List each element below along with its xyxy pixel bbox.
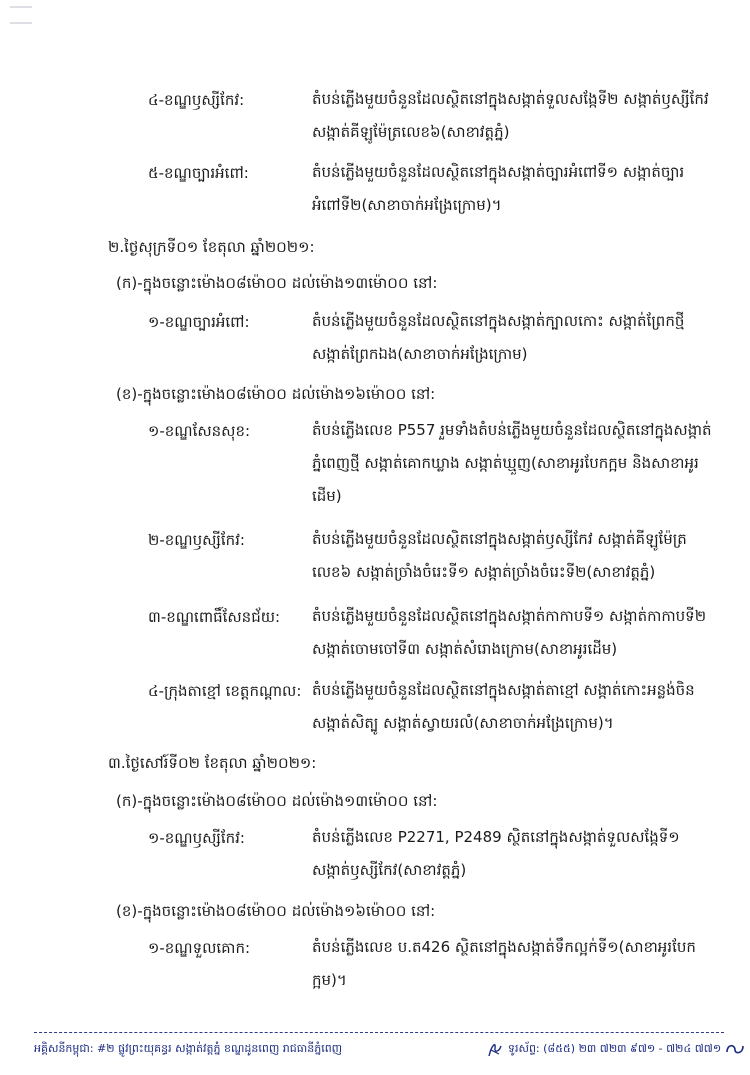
footer-address: អគ្គិសនីកម្ពុជា: #២ ផ្លូវព្រះយុគន្ធរ សង្កាត់វត្តភ្នំ ខណ្ឌដូនពេញ រាជធានីភ្នំពេញ [34,1042,343,1055]
entry-label: ១-ខណ្ឌច្បារអំពៅ: [148,313,250,331]
time-slot-heading: (ខ)-ក្នុងចន្លោះម៉ោង០៨ម៉ោ០០ ដល់ម៉ោង១៦ម៉ោ០០ នៅ: [116,902,436,920]
entry-label: ៤-ក្រុងតាខ្មៅ ខេត្តកណ្ដាល: [148,682,302,700]
time-slot-heading: (ក)-ក្នុងចន្លោះម៉ោង០៨ម៉ោ០០ ដល់ម៉ោង១៣ម៉ោ០០ នៅ: [116,792,438,810]
entry-label: ៤-ខណ្ឌឫស្សីកែវ: [148,91,245,109]
footer-phone: ទូរស័ព្ទ: (៨៥៥) ២៣ ៧២៣ ៩៧១ - ៧២៤ ៧៧១ [508,1042,722,1055]
entry-description: តំបន់ភ្លើងមួយចំនួនដែលស្ថិតនៅក្នុងសង្កាត់ឫស្សីកែវ សង្កាត់គីឡូម៉ែត្រលេខ៦ សង្កាត់ច្រាំងចំរេះទី១ សង្កាត់ច្រាំងចំរេះទី២(សាខាវត្តភ្នំ) [312,530,687,581]
entry-label: ១-ខណ្ឌទួលគោក: [148,939,251,957]
letterhead-mark-icon [10,6,32,24]
entry-description: តំបន់ភ្លើងមួយចំនួនដែលស្ថិតនៅក្នុងសង្កាត់តាខ្មៅ សង្កាត់កោះអន្លង់ចិន សង្កាត់សិត្បូ សង្កាត់ស្វាយរលំ(សាខាចាក់អង្រែក្រោម)។ [312,681,695,732]
entry-label: ១-ខណ្ឌសែនសុខ: [148,422,251,440]
entry-description: តំបន់ភ្លើងមួយចំនួនដែលស្ថិតនៅក្នុងសង្កាត់ច្បារអំពៅទី១ សង្កាត់ច្បារអំពៅទី២(សាខាចាក់អង្រែក្រោម)។ [312,163,685,214]
entry-description: តំបន់ភ្លើងលេខ ប.ត426 ស្ថិតនៅក្នុងសង្កាត់ទឹកល្អក់ទី១(សាខាអូរបែកក្អម)។ [312,938,696,989]
entry-description: តំបន់ភ្លើងមួយចំនួនដែលស្ថិតនៅក្នុងសង្កាត់ក្បាលកោះ សង្កាត់ព្រែកថ្មី សង្កាត់ព្រែកឯង(សាខាចាក់អង្រែក្រោម) [312,312,685,363]
signature-icon [486,1038,504,1060]
day-heading: ៣.ថ្ងៃសៅរ៍ទី០២ ខែតុលា ឆ្នាំ២០២១: [108,754,317,772]
entry-description: តំបន់ភ្លើងមួយចំនួនដែលស្ថិតនៅក្នុងសង្កាត់ទួលសង្កែទី២ សង្កាត់ឫស្សីកែវ សង្កាត់គីឡូម៉ែត្រលេខ៦(សាខាវត្តភ្នំ) [312,90,709,141]
entry-label: ២-ខណ្ឌឫស្សីកែវ: [148,531,245,549]
entry-label: ១-ខណ្ឌឫស្សីកែវ: [148,829,245,847]
entry-description: តំបន់ភ្លើងលេខ P2271, P2489 ស្ថិតនៅក្នុងសង្កាត់ទួលសង្កែទី១ សង្កាត់ឫស្សីកែវ(សាខាវត្តភ្នំ) [312,828,680,879]
day-heading: ២.ថ្ងៃសុក្រទី០១ ខែតុលា ឆ្នាំ២០២១: [108,238,315,256]
entry-description: តំបន់ភ្លើងមួយចំនួនដែលស្ថិតនៅក្នុងសង្កាត់កាកាបទី១ សង្កាត់កាកាបទី២ សង្កាត់ចោមចៅទី៣ សង្កាត់សំរោងក្រោម(សាខាអូរដើម) [312,607,707,658]
entry-label: ៥-ខណ្ឌច្បារអំពៅ: [148,164,249,182]
footer-divider [34,1032,724,1033]
corner-logo-icon [724,1038,746,1060]
time-slot-heading: (ខ)-ក្នុងចន្លោះម៉ោង០៨ម៉ោ០០ ដល់ម៉ោង១៦ម៉ោ០០ នៅ: [116,385,436,403]
entry-description: តំបន់ភ្លើងលេខ P557 រួមទាំងតំបន់ភ្លើងមួយចំនួនដែលស្ថិតនៅក្នុងសង្កាត់ភ្នំពេញថ្មី សង្កាត់គោកឃ្លាង សង្កាត់ឃ្មួញ(សាខាអូរបែកក្អម និងសាខាអូរដើម) [312,421,712,505]
time-slot-heading: (ក)-ក្នុងចន្លោះម៉ោង០៨ម៉ោ០០ ដល់ម៉ោង១៣ម៉ោ០០ នៅ: [116,274,438,292]
entry-label: ៣-ខណ្ឌពោធិ៍សែនជ័យ: [148,608,281,626]
